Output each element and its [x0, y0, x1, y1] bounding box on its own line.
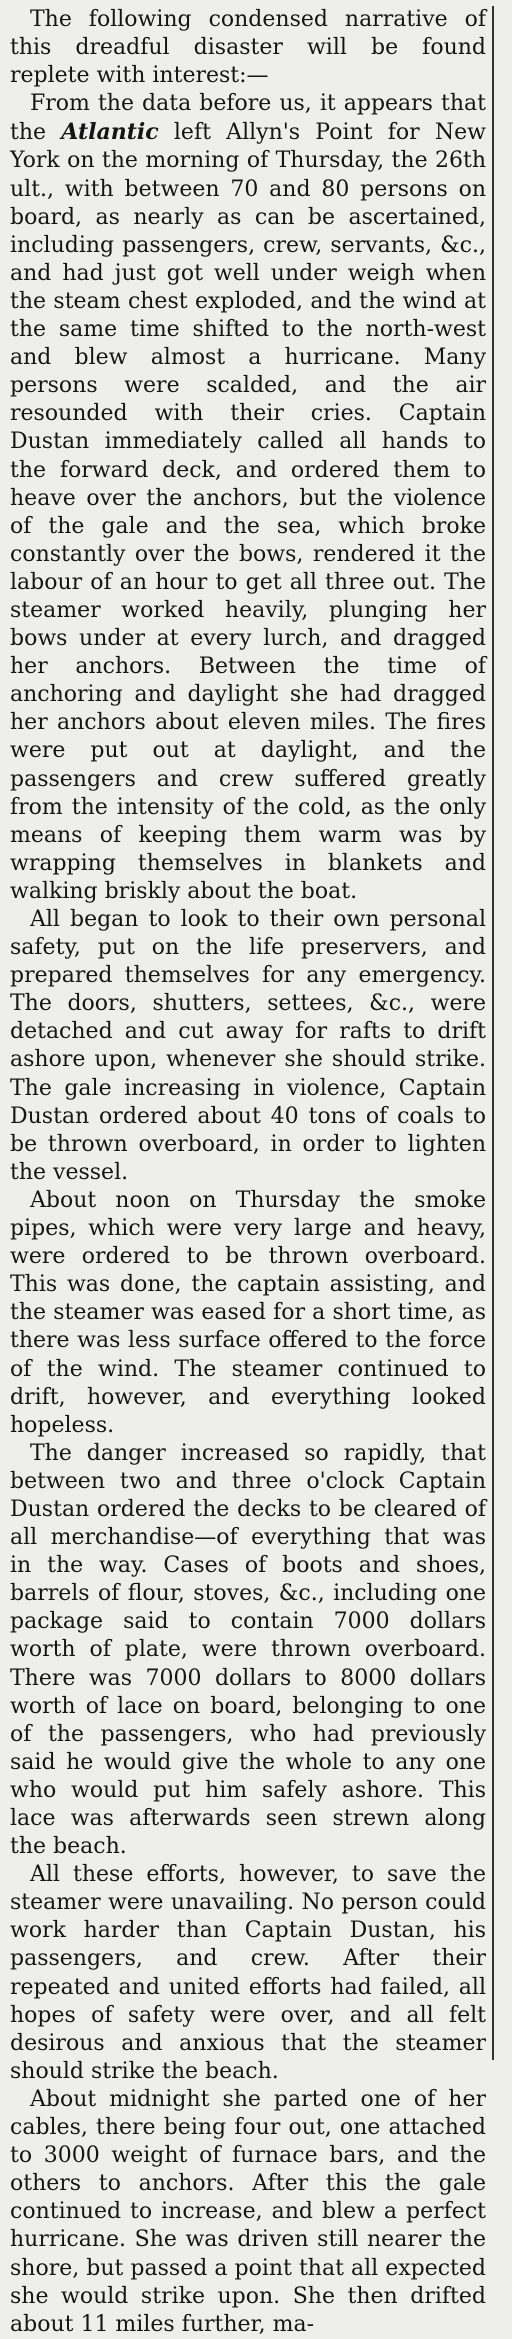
ship-name: Atlantic [61, 119, 159, 146]
paragraph-departure-lead: From the data before us, it appears that the [10, 91, 486, 146]
paragraph-departure [10, 90, 486, 906]
paragraph-smoke-pipes: About noon on Thursday the smoke pipes, which were very large and heavy, were ordered to be thrown overboard. This was done, the captain assisting, and the steamer was eased for a short time, as there was less surface offered to the force of the wind. The steamer continued to drift, however, and everything looked hopeless. [10, 1187, 486, 1438]
intro-paragraph: The following condensed narrative of this dreadful disaster will be found replete with interest:— [10, 7, 486, 89]
paragraph-cargo: The danger increased so rapidly, that between two and three o'clock Captain Dustan ordered the decks to be cleared of all merchandise—of everything that was in the way. Cases of boots and shoes, barrels of flour, stoves, &c., including one package said to contain 7000 dollars worth of plate, were thrown overboard. There was 7000 dollars to 8000 dollars worth of lace on board, belonging to one of the passengers, who had previously said he would give the whole to any one who would put him safely ashore. This lace was afterwards seen strewn along the beach. [10, 1440, 486, 1860]
paragraph-efforts: All these efforts, however, to save the steamer were unavailing. No person could work harder than Captain Dustan, his passengers, and crew. After their repeated and united efforts had failed, all hopes of safety were over, and all felt desirous and anxious that the steamer should strike the beach. [10, 1862, 486, 2084]
paragraph-midnight: About midnight she parted one of her cables, there being four out, one attached to 3000 weight of furnace bars, and the others to anchors. After this the gale continued to increase, and blew a perfect hurricane. She was driven still nearer the shore, but passed a point that all expected she would strike upon. She then drifted about 11 miles further, ma- [10, 2086, 486, 2337]
article-body [10, 6, 486, 2339]
paragraph-departure-rest: left Allyn's Point for New York on the morning of Thursday, the 26th ult., with between 70 and 80 persons on board, as nearly as can be ascertained, including passengers, crew, servants, &c., and had just got well under weigh when the steam chest exploded, and the wind at the same time shifted to the north-west and blew almost a hurricane. Many persons were scalded, and the air resounded with their cries. Captain Dustan immediately called all hands to the forward deck, and ordered them to heave over the anchors, but the violence of the gale and the sea, which broke constantly over the bows, rendered it the labour of an hour to get all three out. The steamer worked heavily, plunging her bows under at every lurch, and dragged her anchors. Between the time of anchoring and daylight she had dragged her anchors about eleven miles. The fires were put out at daylight, and the passengers and crew suffered greatly from the intensity of the cold, as the only means of keeping them warm was by wrapping themselves in blankets and walking briskly about the boat. [10, 120, 487, 904]
paragraph-preparations: All began to look to their own personal safety, put on the life preservers, and prepared themselves for any emergency. The doors, shutters, settees, &c., were detached and cut away for rafts to drift ashore upon, whenever she should strike. The gale increasing in violence, Captain Dustan ordered about 40 tons of coals to be thrown overboard, in order to lighten the vessel. [10, 907, 486, 1185]
newspaper-column [10, 6, 494, 2337]
